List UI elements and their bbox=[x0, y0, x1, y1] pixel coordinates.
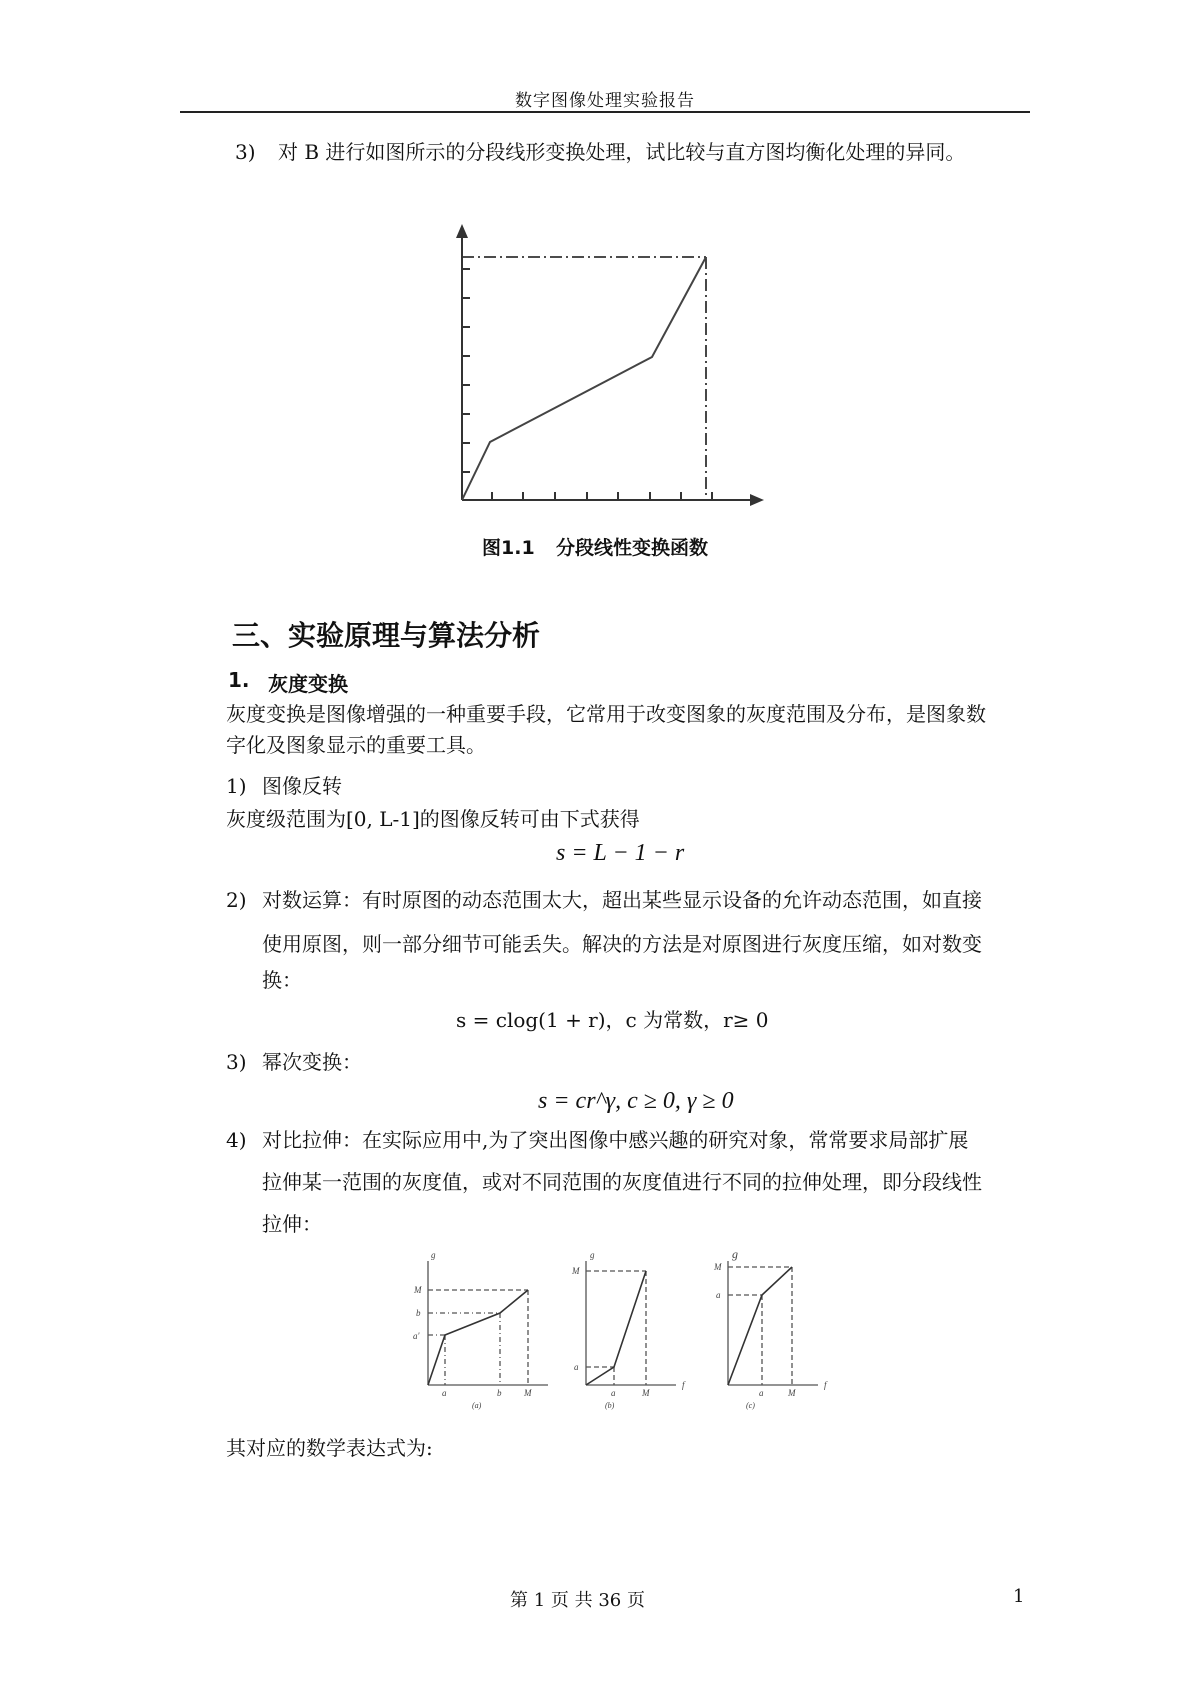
figure-caption-text: 分段线性变换函数 bbox=[556, 537, 709, 559]
fig-c-xa-label: a bbox=[759, 1388, 764, 1398]
fig-c-caption: (c) bbox=[746, 1401, 755, 1410]
fig-b-f-label: f bbox=[682, 1380, 685, 1390]
task-text: 对 B 进行如图所示的分段线形变换处理，试比较与直方图均衡化处理的异同。 bbox=[278, 140, 966, 164]
item-4-number: 4) bbox=[226, 1128, 247, 1152]
y-ticks bbox=[462, 269, 470, 472]
fig-b-g-label: g bbox=[590, 1250, 595, 1260]
fig-a-caption: (a) bbox=[472, 1401, 482, 1410]
closing-line: 其对应的数学表达式为: bbox=[226, 1436, 433, 1460]
equation-inversion: s = L − 1 − r bbox=[556, 840, 685, 866]
x-axis-arrow bbox=[750, 494, 764, 506]
contrast-stretch-figures bbox=[400, 1245, 860, 1420]
item-1-title: 图像反转 bbox=[262, 774, 342, 798]
item-3-title: 幂次变换： bbox=[262, 1050, 362, 1074]
item-4-line-1: 对比拉伸：在实际应用中,为了突出图像中感兴趣的研究对象，常常要求局部扩展 bbox=[262, 1128, 969, 1152]
piecewise-linear-figure bbox=[440, 220, 770, 510]
fig-a-curve bbox=[428, 1290, 528, 1385]
fig-a-xa-label: a bbox=[442, 1388, 447, 1398]
fig-c-a-label: a bbox=[716, 1290, 721, 1300]
fig-b-xa-label: a bbox=[611, 1388, 616, 1398]
fig-b-caption: (b) bbox=[605, 1401, 615, 1410]
running-header: 数字图像处理实验报告 bbox=[515, 91, 695, 111]
item-4-line-2: 拉伸某一范围的灰度值，或对不同范围的灰度值进行不同的拉伸处理，即分段线性 bbox=[262, 1170, 982, 1194]
fig-b-a-label: a bbox=[574, 1362, 579, 1372]
equation-log: s = clog(1 + r)，c 为常数，r≥ 0 bbox=[456, 1008, 769, 1032]
fig-c-g-label: g bbox=[732, 1247, 738, 1261]
item-3-number: 3) bbox=[226, 1050, 247, 1074]
item-1-desc: 灰度级范围为[0, L-1]的图像反转可由下式获得 bbox=[226, 807, 640, 831]
item-1-number: 1) bbox=[226, 774, 247, 798]
intro-line-1: 灰度变换是图像增强的一种重要手段，它常用于改变图象的灰度范围及分布，是图象数 bbox=[226, 702, 986, 726]
fig-c-m-label: M bbox=[714, 1262, 722, 1272]
item-4-line-3: 拉伸： bbox=[262, 1212, 322, 1236]
fig-a-xm-label: M bbox=[524, 1388, 532, 1398]
fig-a-g-label: g bbox=[431, 1250, 436, 1260]
fig-b-m-label: M bbox=[572, 1266, 580, 1276]
equation-power: s = cr^γ, c ≥ 0, γ ≥ 0 bbox=[538, 1088, 734, 1114]
task-number: 3) bbox=[235, 140, 256, 164]
subsection-number: 1. bbox=[228, 668, 250, 692]
page-footer: 第 1 页 共 36 页 bbox=[510, 1590, 645, 1611]
page-number: 1 bbox=[1013, 1586, 1025, 1607]
fig-b-curve bbox=[586, 1271, 646, 1385]
transform-curve bbox=[462, 257, 706, 500]
item-2-line-3: 换： bbox=[262, 968, 302, 992]
x-ticks bbox=[492, 492, 712, 500]
fig-c-f-label: f bbox=[824, 1380, 827, 1390]
item-2-line-1: 对数运算：有时原图的动态范围太大，超出某些显示设备的允许动态范围，如直接 bbox=[262, 888, 982, 912]
section-heading: 三、实验原理与算法分析 bbox=[232, 619, 541, 652]
subsection-title: 灰度变换 bbox=[268, 672, 348, 696]
intro-line-2: 字化及图象显示的重要工具。 bbox=[226, 733, 486, 757]
fig-c-xm-label: M bbox=[788, 1388, 796, 1398]
fig-a-m-label: M bbox=[414, 1285, 422, 1295]
item-2-number: 2) bbox=[226, 888, 247, 912]
y-axis-arrow bbox=[456, 224, 468, 238]
header-rule bbox=[180, 111, 1030, 113]
fig-a-b-label: b bbox=[416, 1308, 421, 1318]
fig-a-xb-label: b bbox=[497, 1388, 502, 1398]
item-2-line-2: 使用原图，则一部分细节可能丢失。解决的方法是对原图进行灰度压缩，如对数变 bbox=[262, 932, 982, 956]
fig-c-curve bbox=[728, 1267, 792, 1385]
fig-a-aprime-label: a' bbox=[413, 1331, 420, 1341]
fig-b-xm-label: M bbox=[642, 1388, 650, 1398]
figure-caption-number: 图1.1 bbox=[482, 537, 535, 559]
